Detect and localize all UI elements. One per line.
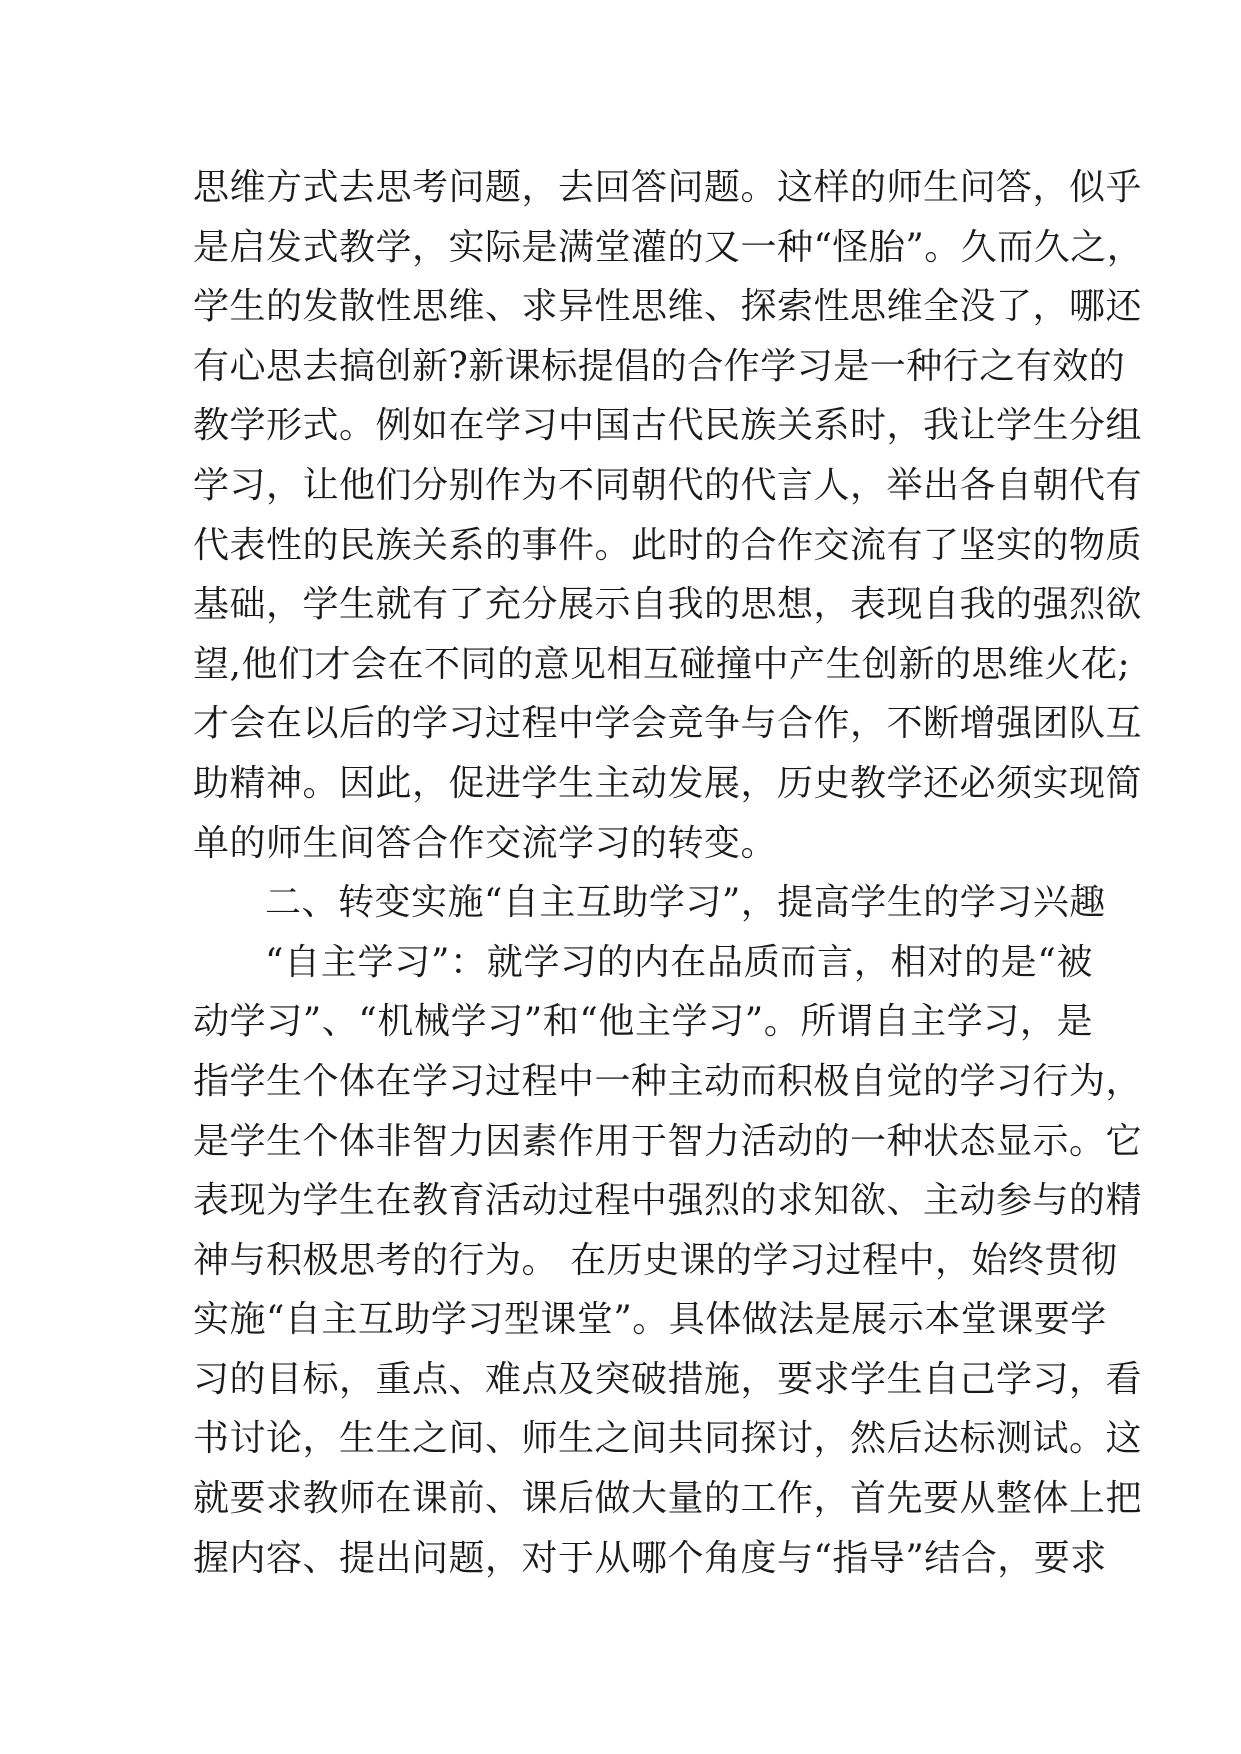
body-text: [193, 158, 1144, 1588]
text-line: 助精神。因此，促进学生主动发展，历史教学还必须实现简: [193, 762, 1143, 804]
paragraph-first-line: “自主学习”：就学习的内在品质而言，相对的是“被: [265, 941, 1093, 983]
text-line: 指学生个体在学习过程中一种主动而积极自觉的学习行为，: [193, 1060, 1143, 1102]
text-line: 习的目标，重点、难点及突破措施，要求学生自己学习，看: [193, 1358, 1143, 1400]
text-line: 望,他们才会在不同的意见相互碰撞中产生创新的思维火花;: [193, 643, 1131, 685]
text-line: 神与积极思考的行为。 在历史课的学习过程中，始终贯彻: [193, 1239, 1118, 1281]
text-line: 是学生个体非智力因素作用于智力活动的一种状态显示。它: [193, 1120, 1143, 1162]
text-line: 表现为学生在教育活动过程中强烈的求知欲、主动参与的精: [193, 1180, 1143, 1222]
text-line: 代表性的民族关系的事件。此时的合作交流有了坚实的物质: [193, 524, 1143, 566]
text-line: 基础，学生就有了充分展示自我的思想，表现自我的强烈欲: [193, 584, 1143, 626]
text-line: 才会在以后的学习过程中学会竞争与合作，不断增强团队互: [193, 703, 1143, 745]
text-line: 实施“自主互助学习型课堂”。具体做法是展示本堂课要学: [193, 1299, 1107, 1341]
text-line: 握内容、提出问题，对于从哪个角度与“指导”结合，要求: [193, 1537, 1107, 1579]
text-line: 学习，让他们分别作为不同朝代的代言人，举出各自朝代有: [193, 464, 1143, 506]
text-line: 学生的发散性思维、求异性思维、探索性思维全没了，哪还: [193, 286, 1143, 328]
text-line: 是启发式教学，实际是满堂灌的又一种“怪胎”。久而久之，: [193, 226, 1144, 268]
text-line: 有心思去搞创新?新课标提倡的合作学习是一种行之有效的: [193, 345, 1126, 387]
text-line: 动学习”、“机械学习”和“他主学习”。所谓自主学习，是: [193, 1001, 1093, 1043]
text-line: 思维方式去思考问题，去回答问题。这样的师生问答，似乎: [193, 167, 1143, 208]
text-line: 单的师生间答合作交流学习的转变。: [193, 822, 778, 864]
section-heading: 二、转变实施“自主互助学习”，提高学生的学习兴趣: [265, 882, 1106, 924]
text-line: 教学形式。例如在学习中国古代民族关系时，我让学生分组: [193, 405, 1143, 447]
text-line: 书讨论，生生之间、师生之间共同探讨，然后达标测试。这: [193, 1418, 1143, 1460]
text-line: 就要求教师在课前、课后做大量的工作，首先要从整体上把: [193, 1478, 1143, 1520]
